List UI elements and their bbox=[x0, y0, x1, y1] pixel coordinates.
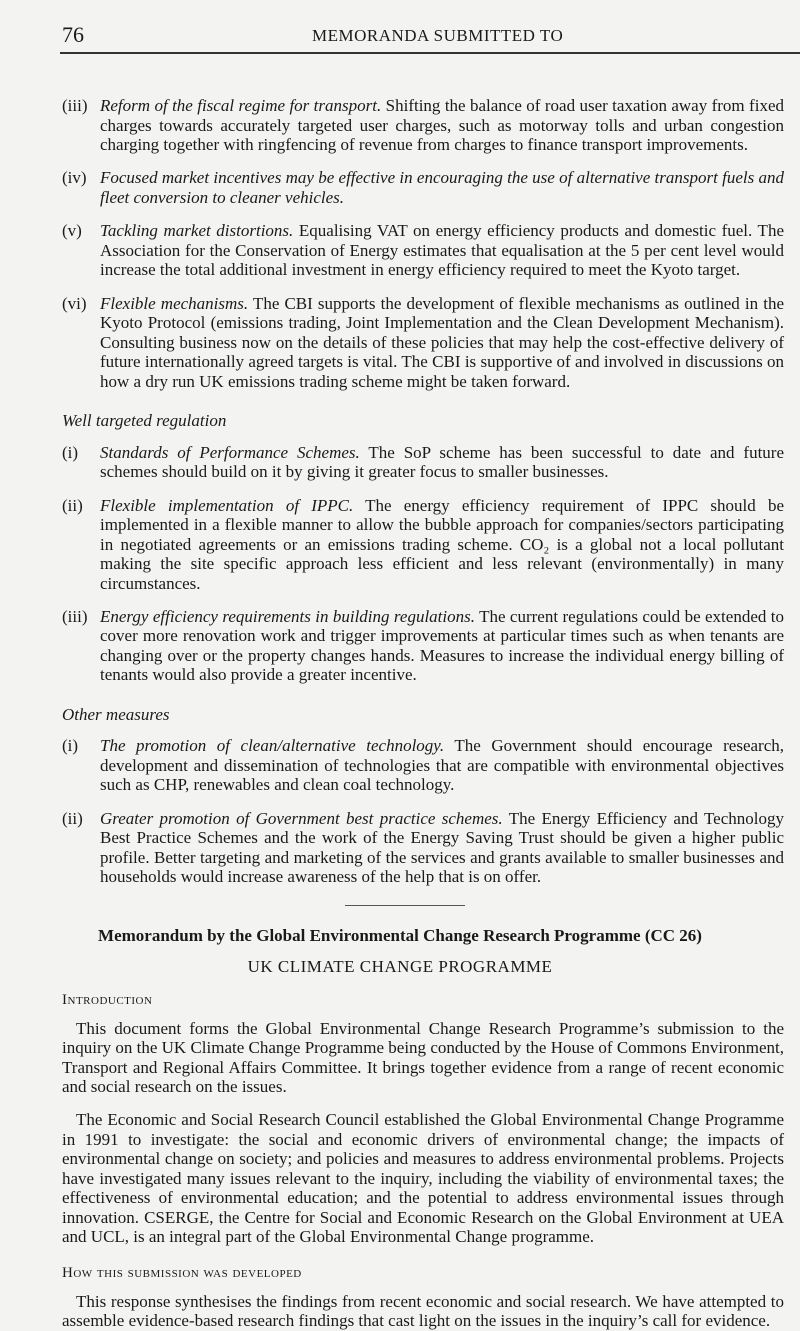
item-text: Shifting the balance of road user taxation away from fixed charges towards accurately targeted user charges, such as motorway tolls and urban congestion charging together with ringfencing of revenue from charges to finance transport improvements. bbox=[100, 96, 784, 154]
memorandum-title: Memorandum by the Global Environmental Change Research Programme (CC 26) bbox=[98, 925, 702, 945]
item-title: Reform of the fiscal regime for transport. bbox=[100, 96, 382, 115]
item-title: Energy efficiency requirements in building regulations. bbox=[100, 606, 475, 626]
list-item-fiscal-iv bbox=[62, 168, 784, 207]
item-title: Flexible mechanisms. bbox=[100, 293, 249, 313]
list-item-regulation-i bbox=[62, 442, 785, 482]
section-heading-other: Other measures bbox=[62, 704, 170, 724]
list-item-other-i bbox=[62, 736, 784, 795]
item-title: Tackling market distortions. bbox=[100, 221, 294, 241]
development-paragraph-1: This response synthesises the findings from recent economic and social research. We have attempted to assemble evidence-based research findings that cast light on the issues in the inquiry’s call for evidence. bbox=[62, 1291, 784, 1331]
page-header bbox=[62, 22, 782, 46]
item-number: (iv) bbox=[62, 168, 87, 188]
introduction-paragraph-1: This document forms the Global Environmental Change Research Programme’s submission to the inquiry on the UK Climate Change Programme being conducted by the House of Commons Environment, Transport and Regional Affairs Committee. It brings together evidence from a range of recent economic and social research on the issues. bbox=[62, 1018, 784, 1097]
section-heading-regulation: Well targeted regulation bbox=[62, 411, 227, 431]
item-title: The promotion of clean/alternative technology. bbox=[100, 736, 445, 756]
list-item-fiscal-v bbox=[62, 221, 784, 280]
item-number: (ii) bbox=[62, 495, 83, 515]
item-text: The Energy Efficiency and Technology Best Practice Schemes and the work of the Energy Saving Trust should be given a higher public profile. Better targeting and marketing of the services and grants available to smaller businesses and households would increase awareness of the help that is on offer. bbox=[100, 808, 784, 887]
item-text: The current regulations could be extended to cover more renovation work and trigger improvements at particular times such as when tenants are changing over or the property changes hands. Measures to increase the individual energy billing of tenants would also provide a greater incentive. bbox=[100, 606, 784, 685]
item-title: Focused market incentives may be effective in encouraging the use of alternative transport fuels and fleet conversion to cleaner vehicles. bbox=[100, 168, 784, 207]
item-text: The CBI supports the development of flexible mechanisms as outlined in the Kyoto Protocol (emissions trading, Joint Implementation and the Clean Development Mechanism). Consulting business now on the details of these policies that may help the cost-effective delivery of future internationally agreed targets is vital. The CBI is supportive of and involved in discussions on how a dry run UK emissions trading scheme might be taken forward. bbox=[100, 293, 784, 391]
list-item-fiscal-vi bbox=[62, 293, 784, 392]
item-title: Flexible implementation of IPPC. bbox=[100, 495, 354, 515]
memorandum-subtitle: UK CLIMATE CHANGE PROGRAMME bbox=[247, 956, 553, 976]
item-title: Greater promotion of Government best practice schemes. bbox=[100, 808, 503, 828]
section-divider bbox=[345, 905, 465, 906]
introduction-heading: Introduction bbox=[62, 991, 153, 1008]
header-rule bbox=[60, 52, 800, 54]
introduction-paragraph-2: The Economic and Social Research Council established the Global Environmental Change Programme in 1991 to investigate: the social and economic drivers of environmental change; the impacts of environmental change on society; and policies and measures to address environmental problems. Projects have investigated many issues relevant to the inquiry, including the viability of environmental taxes; the effectiveness of environmental education; and the potential to address environmental issues through innovation. CSERGE, the Centre for Social and Economic Research on the Global Environment at UEA and UCL, is an integral part of the Global Environmental Change programme. bbox=[62, 1110, 784, 1247]
item-text: The SoP scheme has been successful to date and future schemes should build on it by giving it greater focus to smaller businesses. bbox=[100, 442, 785, 482]
item-text: The Government should encourage research, development and dissemination of technologies that are compatible with environmental objectives such as CHP, renewables and clean coal technology. bbox=[100, 736, 784, 795]
list-item-other-ii bbox=[62, 808, 784, 887]
item-number: (v) bbox=[62, 221, 82, 241]
list-item-regulation-ii bbox=[62, 495, 784, 594]
item-number: (iii) bbox=[62, 606, 88, 626]
item-number: (i) bbox=[62, 736, 79, 756]
page-number: 76 bbox=[62, 22, 84, 47]
list-item-fiscal-iii bbox=[62, 96, 784, 155]
development-heading: How this submission was developed bbox=[62, 1265, 302, 1282]
item-text: Equalising VAT on energy efficiency products and domestic fuel. The Association for the Conservation of Energy estimates that equalisation at the 5 per cent level would increase the total additional investment in energy efficiency required to meet the Kyoto target. bbox=[100, 221, 784, 280]
item-number: (iii) bbox=[62, 96, 88, 115]
item-text: The energy efficiency requirement of IPPC should be implemented in a flexible manner to allow the bubble approach for companies/sectors participating in negotiated agreements or an emissions trading scheme. CO₂ is a global not a local pollutant making the site specific approach less efficient and less relevant (environmentally) in many circumstances. bbox=[100, 495, 784, 593]
item-number: (ii) bbox=[62, 808, 83, 828]
item-number: (vi) bbox=[62, 293, 87, 313]
item-title: Standards of Performance Schemes. bbox=[100, 442, 360, 462]
list-item-regulation-iii bbox=[62, 606, 784, 685]
running-title: MEMORANDA SUBMITTED TO bbox=[312, 26, 564, 45]
item-number: (i) bbox=[62, 442, 79, 462]
